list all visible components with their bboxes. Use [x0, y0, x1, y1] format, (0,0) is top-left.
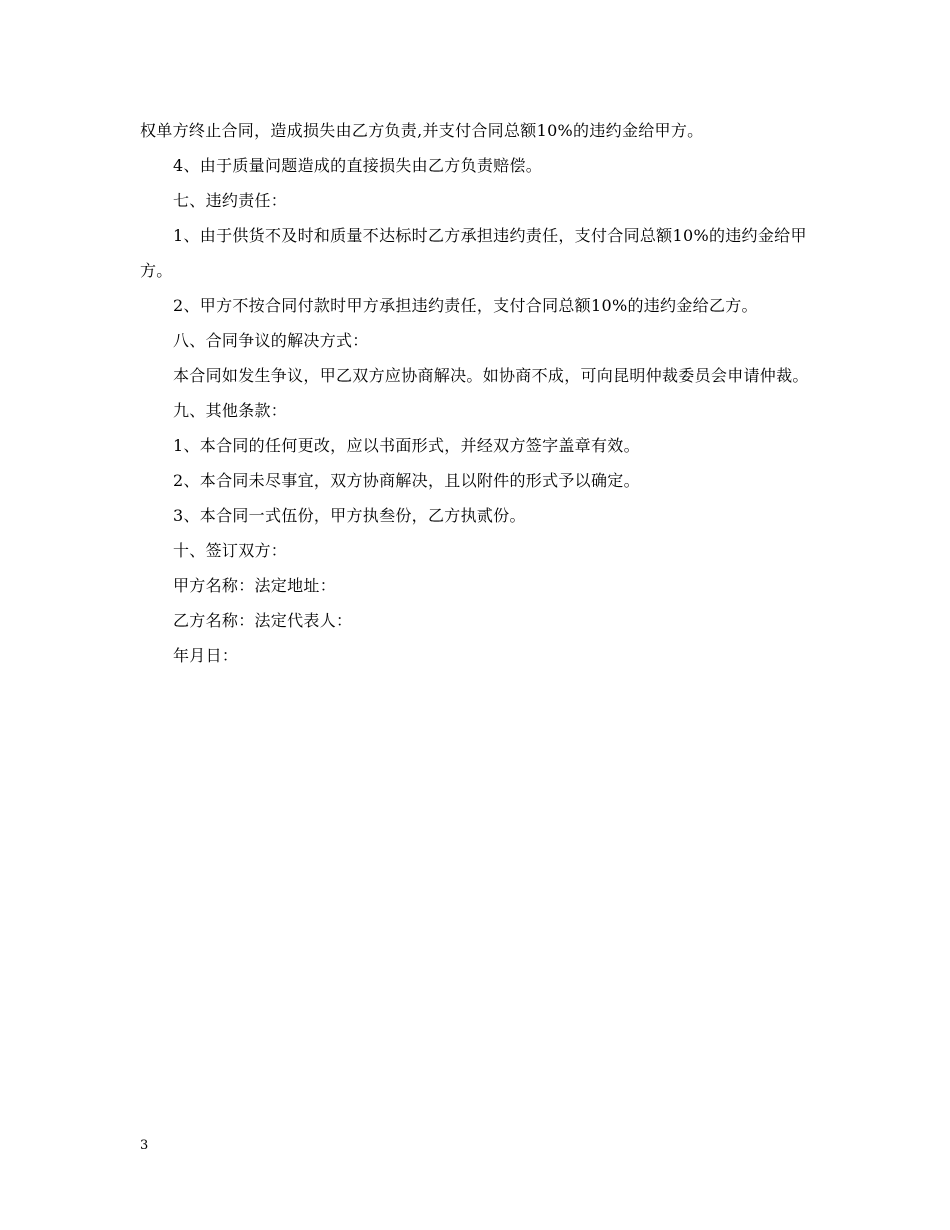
section-heading-10: 十、签订双方：	[173, 541, 288, 560]
date-line: 年月日：	[173, 646, 239, 665]
page-number: 3	[140, 1138, 149, 1153]
paragraph-clause-7-1: 1、由于供货不及时和质量不达标时乙方承担违约责任，支付合同总额10%的违约金给甲方。	[140, 226, 807, 280]
paragraph-continuation: 权单方终止合同，造成损失由乙方负责,并支付合同总额10%的违约金给甲方。	[140, 121, 704, 140]
party-b-line: 乙方名称：法定代表人：	[173, 611, 353, 630]
section-heading-9: 九、其他条款：	[173, 401, 288, 420]
section-heading-7: 七、违约责任：	[173, 191, 288, 210]
paragraph-clause-6-4: 4、由于质量问题造成的直接损失由乙方负责赔偿。	[173, 156, 543, 175]
paragraph-clause-7-2: 2、甲方不按合同付款时甲方承担违约责任，支付合同总额10%的违约金给乙方。	[173, 296, 758, 315]
section-heading-8: 八、合同争议的解决方式：	[173, 331, 369, 350]
paragraph-clause-8: 本合同如发生争议，甲乙双方应协商解决。如协商不成，可向昆明仲裁委员会申请仲裁。	[173, 366, 809, 385]
paragraph-clause-9-2: 2、本合同未尽事宜，双方协商解决，且以附件的形式予以确定。	[173, 471, 640, 490]
party-a-line: 甲方名称：法定地址：	[173, 576, 337, 595]
paragraph-clause-9-1: 1、本合同的任何更改，应以书面形式，并经双方签字盖章有效。	[173, 436, 640, 455]
paragraph-clause-9-3: 3、本合同一式伍份，甲方执叁份，乙方执贰份。	[173, 506, 526, 525]
document-body	[140, 113, 815, 673]
